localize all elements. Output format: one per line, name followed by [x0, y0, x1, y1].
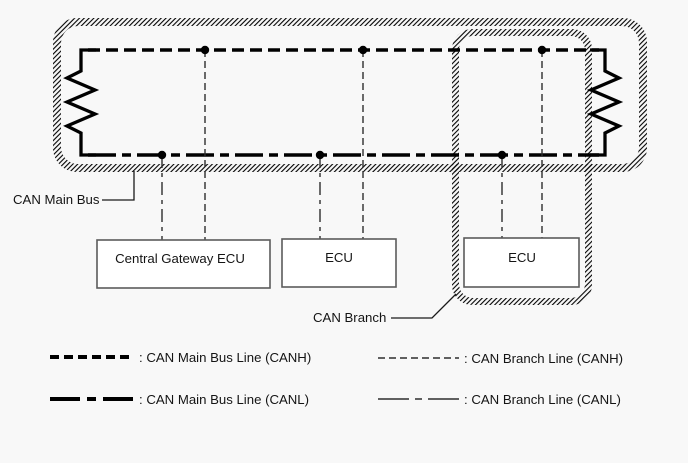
- ecu-label: Central Gateway ECU: [115, 251, 245, 266]
- bus-node: [359, 46, 367, 54]
- can-branch-label: CAN Branch: [313, 310, 387, 325]
- bus-node: [498, 151, 506, 159]
- can-main-bus-pointer-line: [102, 171, 134, 200]
- ecu-box-central-gateway: [97, 240, 270, 288]
- ecu-label: ECU: [508, 250, 536, 265]
- can-main-bus-label: CAN Main Bus: [13, 192, 100, 207]
- can-branch-pointer-line: [391, 294, 456, 318]
- termination-resistor-right-icon: [590, 50, 619, 155]
- termination-resistor-left-icon: [67, 50, 96, 155]
- legend-label-main-canl: : CAN Main Bus Line (CANL): [139, 392, 310, 407]
- can-main-bus-enclosure: [53, 18, 647, 172]
- bus-node: [201, 46, 209, 54]
- bus-node: [538, 46, 546, 54]
- legend-label-branch-canl: : CAN Branch Line (CANL): [464, 392, 621, 407]
- legend-label-branch-canh: : CAN Branch Line (CANH): [464, 351, 624, 366]
- legend-label-main-canh: : CAN Main Bus Line (CANH): [139, 350, 312, 365]
- bus-node: [158, 151, 166, 159]
- ecu-box-3: [464, 238, 579, 287]
- ecu-label: ECU: [325, 250, 353, 265]
- bus-node: [316, 151, 324, 159]
- ecu-box-2: [282, 239, 396, 287]
- legend: [50, 350, 623, 407]
